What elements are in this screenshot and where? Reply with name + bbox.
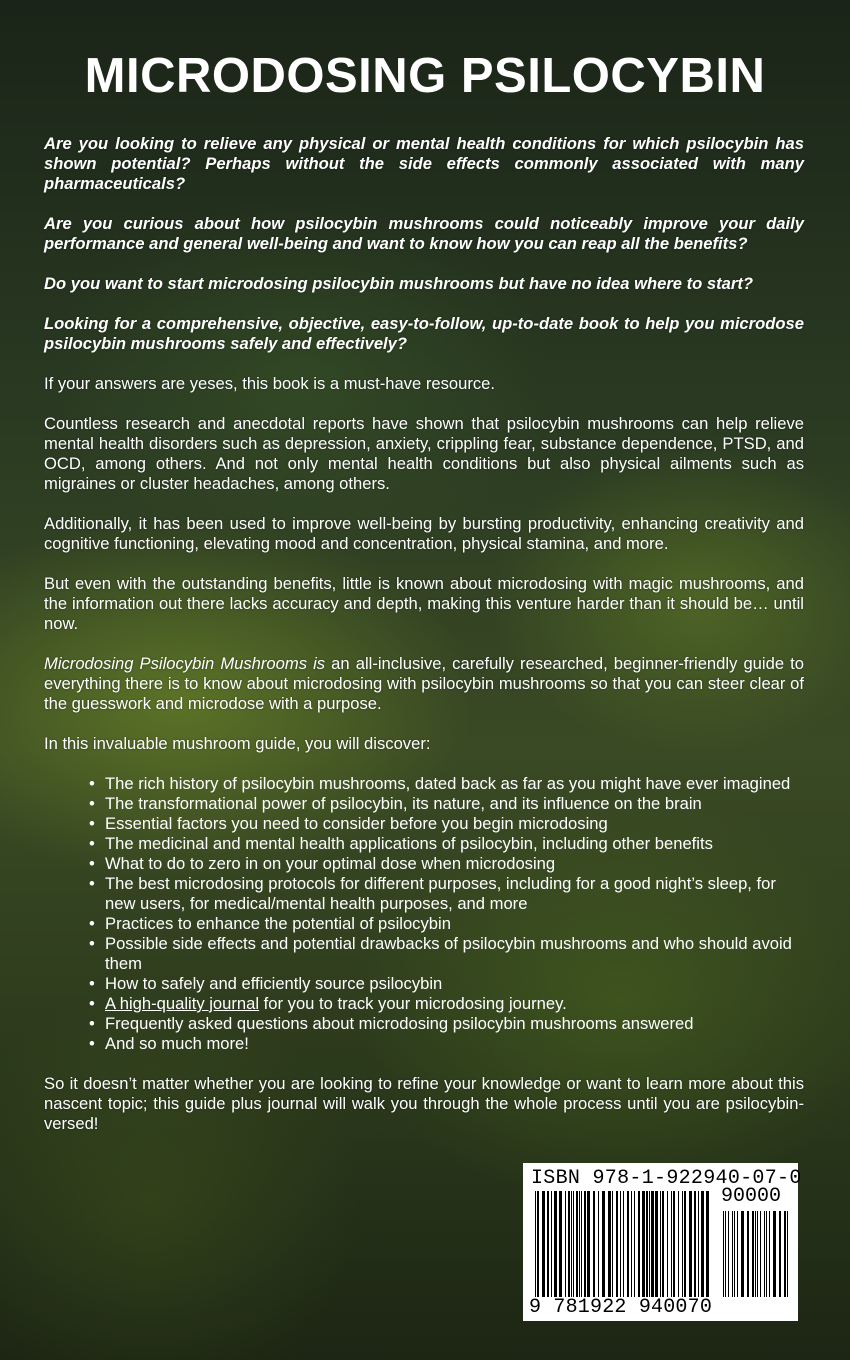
barcode-bar — [779, 1211, 781, 1297]
feature-item — [44, 994, 804, 1014]
barcode-bar — [571, 1191, 572, 1297]
barcode-bar — [728, 1211, 729, 1297]
barcode-bar — [651, 1191, 654, 1297]
barcode-bar — [723, 1211, 724, 1297]
barcode-bar — [576, 1191, 578, 1297]
barcode-bar — [755, 1211, 756, 1297]
barcode-bar — [764, 1211, 765, 1297]
barcode-bar — [698, 1191, 699, 1297]
but-even-paragraph: But even with the outstanding benefits, little is known about microdosing with magic mushrooms, and the information out there lacks accuracy and depth, making this venture harder than it should be… until now. — [44, 574, 804, 633]
barcode-bar — [757, 1211, 758, 1297]
barcode-bar — [649, 1191, 650, 1297]
barcode-bar — [551, 1191, 552, 1297]
barcode-bar — [741, 1211, 744, 1297]
barcode-bar — [537, 1191, 539, 1297]
barcode-bar — [646, 1191, 648, 1297]
barcode-bar — [684, 1191, 686, 1297]
barcode-bar — [554, 1191, 557, 1297]
question-1: Are you looking to relieve any physical or mental health conditions for which psilocybin has shown potential? Perhaps without the side effects commonly associated with many pharmaceuticals? — [44, 134, 804, 193]
barcode-digits: 9 781922 940070 — [529, 1296, 713, 1319]
book-title: MICRODOSING PSILOCYBIN — [84, 49, 766, 103]
barcode-bar — [593, 1191, 595, 1297]
barcode-bar — [784, 1211, 786, 1297]
barcode-bar — [662, 1191, 664, 1297]
additionally-paragraph: Additionally, it has been used to improve well-being by bursting productivity, enhancing creativity and cognitive functioning, elevating mood and concentration, physical stamina, and more. — [44, 514, 804, 553]
barcode-bar — [673, 1191, 675, 1297]
barcode-bar — [737, 1211, 738, 1297]
barcode-bar — [565, 1191, 566, 1297]
feature-item: • How to safely and efficiently source psilocybin — [44, 974, 804, 994]
barcode-bar — [678, 1191, 679, 1297]
barcode-bar — [667, 1191, 668, 1297]
feature-item: • The medicinal and mental health applications of psilocybin, including other benefits — [44, 834, 804, 854]
barcode-bar — [608, 1191, 611, 1297]
barcode-bar — [642, 1191, 645, 1297]
feature-item: • Essential factors you need to consider before you begin microdosing — [44, 814, 804, 834]
addon-barcode-bars — [723, 1211, 789, 1297]
question-4: Looking for a comprehensive, objective, easy-to-follow, up-to-date book to help you microdose psilocybin mushrooms safely and effectively? — [44, 314, 804, 353]
feature-item: • The rich history of psilocybin mushrooms, dated back as far as you might have ever imagined — [44, 774, 804, 794]
features-list — [44, 774, 804, 1054]
feature-item: • Frequently asked questions about microdosing psilocybin mushrooms answered — [44, 1014, 804, 1034]
barcode-bar — [547, 1191, 549, 1297]
barcode-bar — [579, 1191, 580, 1297]
barcode-bars — [535, 1191, 711, 1297]
question-3: Do you want to start microdosing psilocybin mushrooms but have no idea where to start? — [44, 274, 754, 293]
barcode-bar — [769, 1211, 770, 1297]
feature-item: • The best microdosing protocols for different purposes, including for a good night’s sleep, for new users, for medical/mental health purposes, and more — [44, 874, 804, 914]
barcode-bar — [752, 1211, 754, 1297]
barcode-bar — [587, 1191, 590, 1297]
barcode-bar — [773, 1211, 776, 1297]
barcode-bar — [760, 1211, 761, 1297]
barcode-bar — [638, 1191, 640, 1297]
isbn-label: ISBN 978-1-922940-07-0 — [531, 1167, 802, 1190]
barcode-bar — [573, 1191, 574, 1297]
barcode-bar — [612, 1191, 613, 1297]
barcode-bar — [627, 1191, 629, 1297]
barcode-bar — [671, 1191, 672, 1297]
barcode-bar — [535, 1191, 536, 1297]
barcode-bar — [631, 1191, 632, 1297]
book-title-italic: Microdosing Psilocybin Mushrooms is — [44, 654, 326, 673]
barcode-bar — [559, 1191, 562, 1297]
barcode-bar — [568, 1191, 570, 1297]
feature-item: • Possible side effects and potential drawbacks of psilocybin mushrooms and who should avoid them — [44, 934, 804, 974]
barcode-bar — [689, 1191, 692, 1297]
barcode-bar — [766, 1211, 767, 1297]
isbn-barcode — [523, 1163, 802, 1321]
research-paragraph: Countless research and anecdotal reports have shown that psilocybin mushrooms can help relieve mental health disorders such as depression, anxiety, crippling fear, substance dependence, PTSD, and OCD, among others. And not only mental health conditions but also physical ailments such as migraines or cluster headaches, among others. — [44, 414, 804, 493]
book-description-paragraph — [44, 654, 804, 714]
barcode-bar — [602, 1191, 605, 1297]
barcode-bar — [787, 1211, 788, 1297]
book-description-text: an all-inclusive, carefully researched, beginner-friendly guide to everything there is to know about microdosing with psilocybin mushrooms so that you can steer clear of the guesswork and microdose with a purpose. — [44, 654, 804, 713]
barcode-bar — [584, 1191, 586, 1297]
answer-paragraph: If your answers are yeses, this book is a must-have resource. — [44, 374, 495, 393]
barcode-bar — [725, 1211, 726, 1297]
barcode-bar — [620, 1191, 621, 1297]
barcode-bar — [581, 1191, 582, 1297]
discover-paragraph: In this invaluable mushroom guide, you will discover: — [44, 734, 431, 753]
barcode-bar — [747, 1211, 749, 1297]
barcode-bar — [701, 1191, 704, 1297]
barcode-bar — [682, 1191, 683, 1297]
barcode-bar — [634, 1191, 635, 1297]
barcode-bar — [734, 1211, 735, 1297]
feature-item: • What to do to zero in on your optimal dose when microdosing — [44, 854, 804, 874]
barcode-bar — [623, 1191, 624, 1297]
barcode-bar — [542, 1191, 545, 1297]
feature-item: • Practices to enhance the potential of psilocybin — [44, 914, 804, 934]
barcode-bar — [598, 1191, 599, 1297]
barcode-bar — [616, 1191, 618, 1297]
barcode-bar — [694, 1191, 696, 1297]
question-2: Are you curious about how psilocybin mushrooms could noticeably improve your daily performance and general well-being and want to know how you can reap all the benefits? — [44, 214, 804, 253]
barcode-bar — [660, 1191, 661, 1297]
journal-item-text: for you to track your microdosing journey. — [259, 994, 567, 1013]
price-code: 90000 — [721, 1185, 782, 1208]
journal-link[interactable]: A high-quality journal — [105, 994, 260, 1013]
barcode-bar — [706, 1191, 709, 1297]
barcode-bar — [655, 1191, 658, 1297]
feature-item: • And so much more! — [44, 1034, 804, 1054]
blurb — [44, 134, 804, 1154]
feature-item: • The transformational power of psilocybin, its nature, and its influence on the brain — [44, 794, 804, 814]
barcode-bar — [732, 1211, 733, 1297]
closing-paragraph: So it doesn’t matter whether you are looking to refine your knowledge or want to learn more about this nascent topic; this guide plus journal will walk you through the whole process until you are psilocybin-versed! — [44, 1074, 804, 1133]
